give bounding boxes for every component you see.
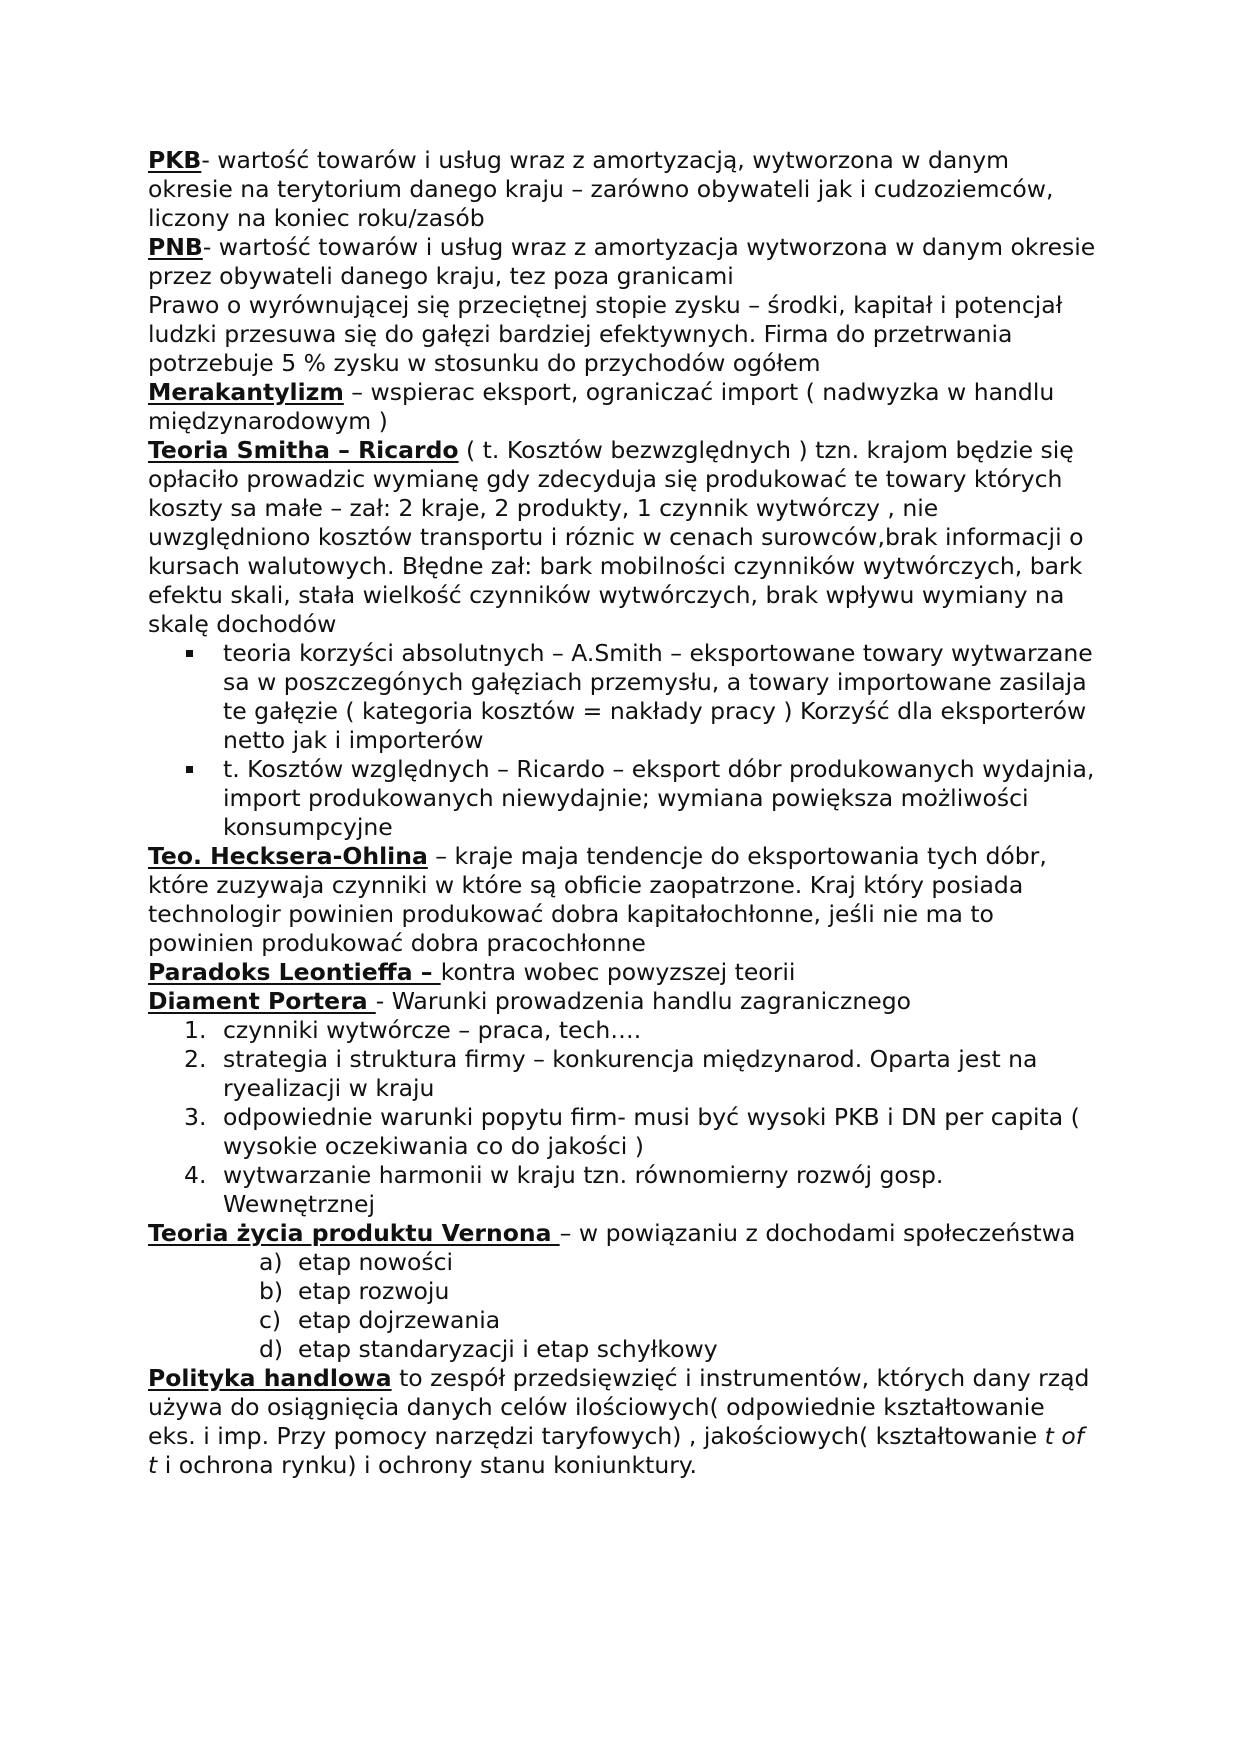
term-smith-ricardo: Teoria Smitha – Ricardo	[148, 436, 459, 464]
list-letter: c)	[259, 1306, 282, 1334]
list-item	[148, 1161, 1098, 1219]
list-item-text: etap dojrzewania	[298, 1306, 501, 1334]
term-vernon: Teoria życia produktu Vernona	[148, 1219, 560, 1247]
definition-trade-policy-part1: to zespół przedsięwzięć i instrumentów, których dany rząd używa do osiągnięcia danych celów ilościowych( odpowiednie kształtowanie eks. i imp. Przy pomocy narzędzi taryfowych) , jakościowych( kształtowanie	[148, 1364, 1090, 1450]
list-item-text: etap nowości	[298, 1248, 454, 1276]
paragraph-smith-ricardo	[148, 436, 1098, 639]
bullet-icon	[186, 650, 193, 657]
list-item-text: strategia i struktura firmy – konkurencja międzynarod. Oparta jest na ryealizacji w kraju	[223, 1045, 1038, 1102]
term-trade-policy: Polityka handlowa	[148, 1364, 392, 1392]
list-item-text: odpowiednie warunki popytu firm- musi być wysoki PKB i DN per capita ( wysokie oczekiwania co do jakości )	[223, 1103, 1080, 1160]
list-letter: d)	[259, 1335, 284, 1363]
list-item	[148, 1016, 1098, 1045]
paragraph-heckscher-ohlin	[148, 842, 1098, 958]
definition-pkb: - wartość towarów i usług wraz z amortyzacją, wytworzona w danym okresie na terytorium danego kraju – zarówno obywateli jak i cudzoziemców, liczony na koniec roku/zasób	[148, 146, 1054, 232]
document-page	[148, 146, 1098, 1480]
bullet-list	[148, 639, 1098, 842]
list-item-text: wytwarzanie harmonii w kraju tzn. równomierny rozwój gosp. Wewnętrznej	[223, 1161, 944, 1218]
term-heckscher-ohlin: Teo. Hecksera-Ohlina	[148, 842, 428, 870]
list-item-text: teoria korzyści absolutnych – A.Smith – eksportowane towary wytwarzane sa w poszczegónych gałęziach przemysłu, a towary importowane zasilaja te gałęzie ( kategoria kosztów = nakłady pracy ) Korzyść dla eksporterów netto jak i importerów	[223, 639, 1093, 754]
numbered-list	[148, 1016, 1098, 1219]
list-item-text: t. Kosztów względnych – Ricardo – eksport dóbr produkowanych wydajnia, import produkowanych niewydajnie; wymiana powiększa możliwości konsumpcyjne	[223, 755, 1095, 841]
list-letter: b)	[259, 1277, 284, 1305]
list-item	[223, 639, 1098, 755]
term-pkb: PKB	[148, 146, 202, 174]
paragraph-vernon	[148, 1219, 1098, 1248]
paragraph-pnb	[148, 233, 1098, 291]
list-item	[148, 1248, 1098, 1277]
paragraph-leontief	[148, 958, 1098, 987]
list-item	[148, 1306, 1098, 1335]
list-item-text: etap rozwoju	[298, 1277, 450, 1305]
definition-smith-ricardo: ( t. Kosztów bezwzględnych ) tzn. krajom będzie się opłaciło prowadzic wymianę gdy zdecyduja się produkować te towary których koszty sa małe – zał: 2 kraje, 2 produkty, 1 czynnik wytwórczy , nie uwzględniono kosztów transportu i róznic w cenach surowców,brak informacji o kursach walutowych. Błędne zał: bark mobilności czynników wytwórczych, bark efektu skali, stała wielkość czynników wytwórczych, brak wpływu wymiany na skalę dochodów	[148, 436, 1084, 638]
list-item-text: czynniki wytwórcze – praca, tech….	[223, 1016, 642, 1044]
list-letter: a)	[259, 1248, 283, 1276]
list-item	[148, 1335, 1098, 1364]
definition-heckscher-ohlin: – kraje maja tendencje do eksportowania tych dóbr, które zuzywaja czynniki w które są obficie zaopatrzone. Kraj który posiada technologir powinien produkować dobra kapitałochłonne, jeśli nie ma to powinien produkować dobra pracochłonne	[148, 842, 1047, 957]
list-item	[223, 755, 1098, 842]
definition-trade-policy-italic: t of t	[148, 1422, 1084, 1479]
definition-leontief: kontra wobec powyzszej teorii	[440, 958, 796, 986]
term-porter: Diament Portera	[148, 987, 376, 1015]
list-number: 2.	[184, 1045, 207, 1073]
definition-vernon: – w powiązaniu z dochodami społeczeństwa	[559, 1219, 1076, 1247]
paragraph-mercantilism	[148, 378, 1098, 436]
lettered-list	[148, 1248, 1098, 1364]
paragraph-porter	[148, 987, 1098, 1016]
list-number: 3.	[184, 1103, 207, 1131]
list-item	[148, 1103, 1098, 1161]
definition-pnb: - wartość towarów i usług wraz z amortyzacja wytworzona w danym okresie przez obywateli danego kraju, tez poza granicami	[148, 233, 1096, 290]
list-number: 1.	[184, 1016, 207, 1044]
paragraph-profit-law: Prawo o wyrównującej się przeciętnej stopie zysku – środki, kapitał i potencjał ludzki przesuwa się do gałęzi bardziej efektywnych. Firma do przetrwania potrzebuje 5 % zysku w stosunku do przychodów ogółem	[148, 291, 1063, 377]
paragraph-trade-policy	[148, 1364, 1098, 1480]
paragraph-pkb	[148, 146, 1098, 233]
list-number: 4.	[184, 1161, 207, 1189]
bullet-icon	[186, 766, 193, 773]
term-mercantilism: Merakantylizm	[148, 378, 344, 406]
term-pnb: PNB	[148, 233, 203, 261]
definition-porter: - Warunki prowadzenia handlu zagranicznego	[375, 987, 911, 1015]
term-leontief: Paradoks Leontieffa –	[148, 958, 441, 986]
definition-trade-policy-part2: i ochrona rynku) i ochrony stanu koniunktury.	[157, 1451, 697, 1479]
list-item	[148, 1045, 1098, 1103]
definition-mercantilism: – wspierac eksport, ograniczać import ( nadwyzka w handlu międzynarodowym )	[148, 378, 1055, 435]
list-item	[148, 1277, 1098, 1306]
list-item-text: etap standaryzacji i etap schyłkowy	[298, 1335, 718, 1363]
